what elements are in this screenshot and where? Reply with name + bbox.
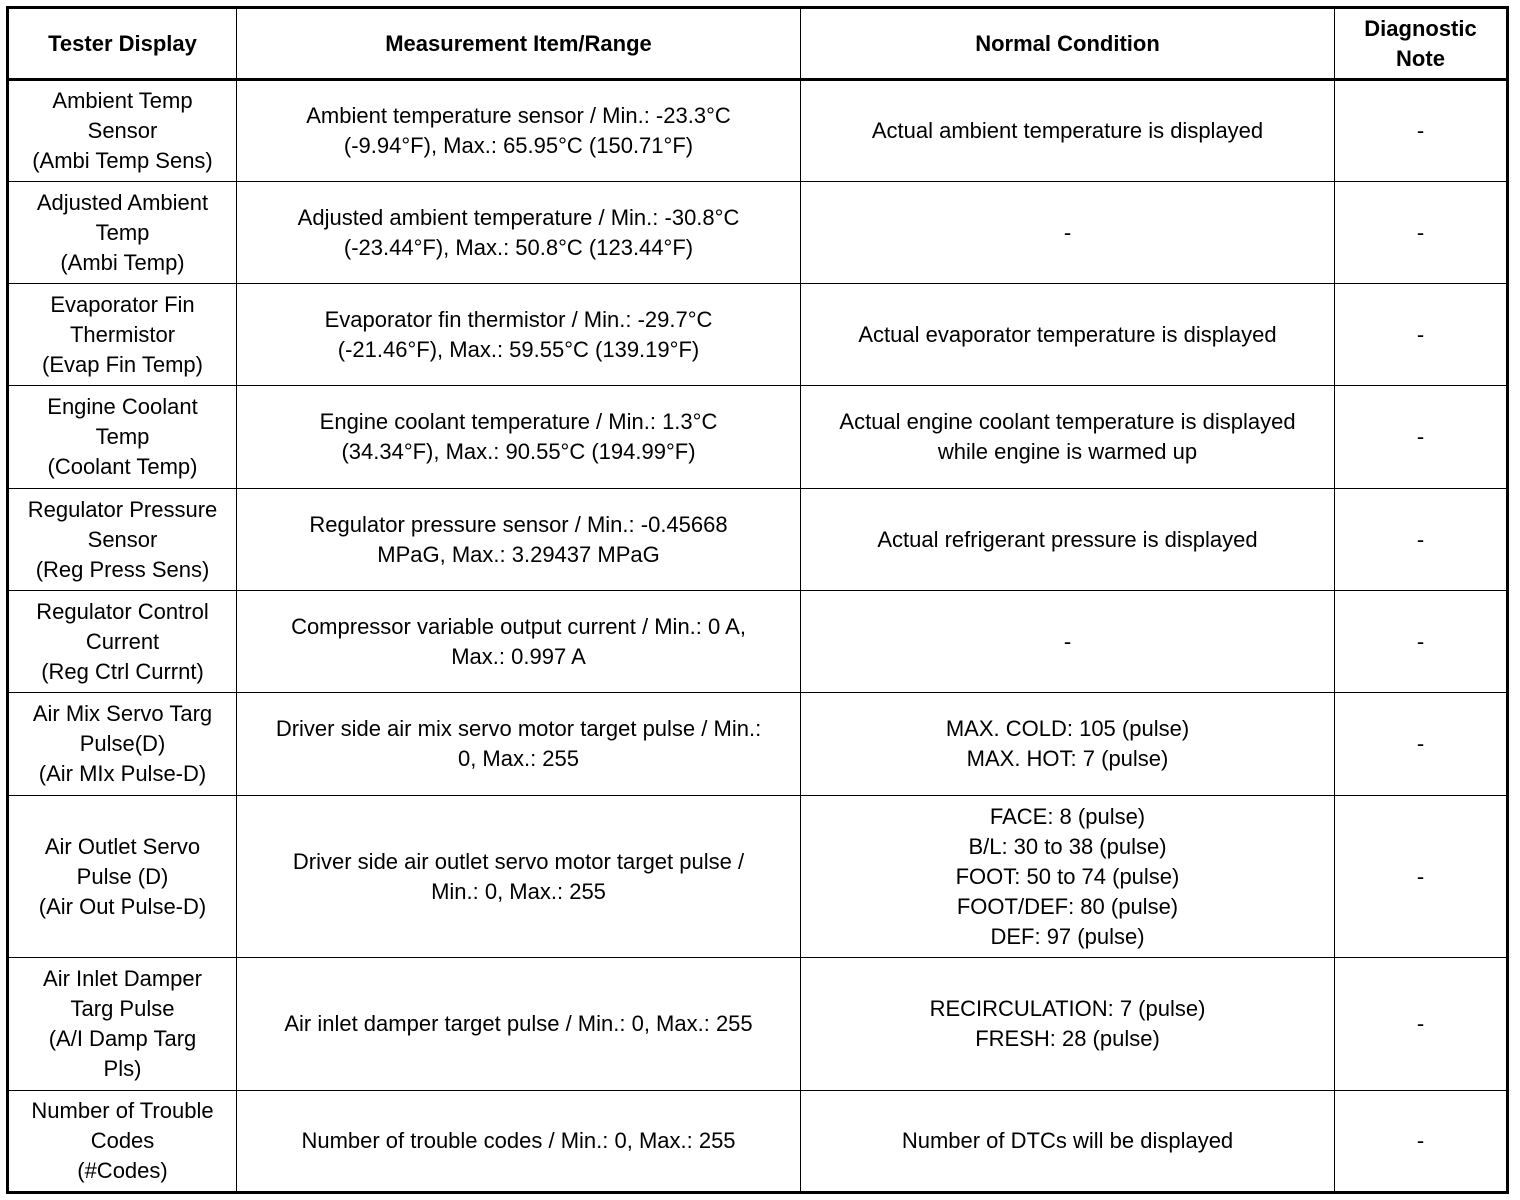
- cell-tester-display-line: Thermistor: [69, 321, 176, 347]
- cell-diagnostic-note: -: [1335, 796, 1508, 958]
- cell-tester-display: [8, 80, 237, 182]
- cell-measurement-line: Engine coolant temperature / Min.: 1.3°C: [319, 409, 718, 434]
- header-row: [8, 8, 1508, 80]
- table-row: [8, 796, 1508, 958]
- cell-tester-display-line: Temp: [95, 424, 150, 449]
- cell-tester-display-line: Ambient Temp: [52, 88, 193, 113]
- cell-measurement-line: Evaporator fin thermistor / Min.: -29.7°C: [324, 306, 713, 332]
- table-row: [8, 489, 1508, 591]
- cell-diagnostic-note: -: [1335, 489, 1508, 591]
- cell-measurement-line: Compressor variable output current / Min.: 0 A,: [291, 613, 746, 639]
- cell-tester-display: [8, 182, 237, 284]
- cell-measurement-line: (-9.94°F), Max.: 65.95°C (150.71°F): [343, 133, 694, 158]
- cell-measurement-line: MPaG, Max.: 3.29437 MPaG: [377, 541, 660, 567]
- header-normal-condition: Normal Condition: [801, 8, 1335, 80]
- cell-diagnostic-note: -: [1335, 1091, 1508, 1193]
- cell-tester-display-line: Air Outlet Servo: [44, 833, 201, 859]
- table-row: [8, 591, 1508, 693]
- table-header: [8, 8, 1508, 80]
- cell-diagnostic-note: -: [1335, 182, 1508, 284]
- cell-measurement: [237, 182, 801, 284]
- cell-normal-condition-line: Actual evaporator temperature is displayed: [858, 321, 1277, 347]
- cell-measurement: [237, 284, 801, 386]
- cell-tester-display-line: (#Codes): [77, 1158, 168, 1183]
- cell-tester-display: [8, 386, 237, 489]
- cell-normal-condition: [801, 591, 1335, 693]
- cell-tester-display-line: (Air Out Pulse-D): [38, 893, 207, 919]
- cell-diagnostic-note: -: [1335, 386, 1508, 489]
- cell-tester-display-line: (Ambi Temp Sens): [32, 148, 213, 173]
- cell-tester-display-line: Sensor: [87, 118, 158, 143]
- cell-tester-display-line: Number of Trouble: [31, 1098, 214, 1123]
- cell-normal-condition-line: Actual engine coolant temperature is displayed: [839, 409, 1296, 434]
- cell-tester-display-line: Pulse(D): [79, 731, 166, 756]
- cell-normal-condition-line: FRESH: 28 (pulse): [975, 1026, 1160, 1051]
- cell-tester-display-line: (Ambi Temp): [60, 249, 185, 275]
- header-measurement: Measurement Item/Range: [237, 8, 801, 80]
- cell-measurement: [237, 958, 801, 1091]
- cell-measurement-line: Regulator pressure sensor / Min.: -0.45668: [309, 511, 728, 537]
- table-row: [8, 284, 1508, 386]
- cell-tester-display-line: (Coolant Temp): [47, 454, 198, 479]
- cell-tester-display-line: Codes: [90, 1128, 155, 1153]
- cell-diagnostic-note: -: [1335, 958, 1508, 1091]
- cell-measurement-line: Number of trouble codes / Min.: 0, Max.: 255: [301, 1128, 736, 1153]
- cell-normal-condition: [801, 1091, 1335, 1193]
- cell-measurement-line: Min.: 0, Max.: 255: [431, 878, 606, 904]
- cell-normal-condition-line: -: [1063, 219, 1072, 245]
- header-diagnostic-note-line: Note: [1396, 45, 1445, 71]
- cell-measurement-line: Max.: 0.997 A: [451, 643, 586, 669]
- cell-normal-condition-line: FOOT/DEF: 80 (pulse): [956, 893, 1179, 919]
- cell-normal-condition-line: B/L: 30 to 38 (pulse): [968, 833, 1167, 859]
- header-tester-display: Tester Display: [8, 8, 237, 80]
- cell-normal-condition: [801, 958, 1335, 1091]
- cell-measurement: [237, 591, 801, 693]
- cell-tester-display-line: Pulse (D): [76, 863, 169, 889]
- table-row: [8, 386, 1508, 489]
- cell-measurement-line: Ambient temperature sensor / Min.: -23.3°C: [306, 103, 731, 128]
- cell-normal-condition: [801, 796, 1335, 958]
- cell-tester-display-line: Sensor: [87, 526, 158, 552]
- header-diagnostic-note-line: Diagnostic: [1364, 15, 1477, 41]
- cell-tester-display-line: Air Mix Servo Targ: [32, 701, 213, 726]
- cell-normal-condition: [801, 182, 1335, 284]
- cell-diagnostic-note: -: [1335, 284, 1508, 386]
- cell-diagnostic-note: -: [1335, 693, 1508, 796]
- cell-normal-condition: [801, 489, 1335, 591]
- cell-measurement-line: (-23.44°F), Max.: 50.8°C (123.44°F): [343, 234, 694, 260]
- cell-tester-display-line: (Reg Ctrl Currnt): [41, 658, 204, 684]
- cell-tester-display: [8, 796, 237, 958]
- cell-tester-display-line: (A/I Damp Targ: [48, 1026, 197, 1051]
- cell-tester-display: [8, 489, 237, 591]
- cell-tester-display-line: Adjusted Ambient: [36, 189, 209, 215]
- cell-normal-condition: [801, 693, 1335, 796]
- cell-tester-display-line: Air Inlet Damper: [43, 966, 202, 991]
- cell-tester-display: [8, 591, 237, 693]
- cell-measurement-line: (34.34°F), Max.: 90.55°C (194.99°F): [341, 439, 696, 464]
- cell-normal-condition-line: MAX. COLD: 105 (pulse): [945, 716, 1190, 741]
- cell-tester-display-line: Engine Coolant: [47, 394, 198, 419]
- cell-measurement: [237, 80, 801, 182]
- cell-measurement-line: (-21.46°F), Max.: 59.55°C (139.19°F): [337, 336, 700, 362]
- cell-measurement: [237, 796, 801, 958]
- cell-measurement: [237, 1091, 801, 1193]
- cell-normal-condition: [801, 80, 1335, 182]
- cell-measurement: [237, 693, 801, 796]
- cell-normal-condition-line: Number of DTCs will be displayed: [901, 1128, 1234, 1153]
- cell-tester-display: [8, 958, 237, 1091]
- cell-tester-display: [8, 284, 237, 386]
- cell-measurement-line: Adjusted ambient temperature / Min.: -30.8°C: [297, 204, 740, 230]
- cell-tester-display-line: Temp: [95, 219, 150, 245]
- cell-measurement-line: Driver side air mix servo motor target pulse / Min.:: [275, 716, 762, 741]
- cell-measurement: [237, 489, 801, 591]
- cell-measurement-line: Driver side air outlet servo motor target pulse /: [292, 848, 745, 874]
- cell-normal-condition-line: Actual refrigerant pressure is displayed: [877, 526, 1258, 552]
- table-row: [8, 693, 1508, 796]
- cell-tester-display: [8, 693, 237, 796]
- cell-tester-display-line: Current: [85, 628, 160, 654]
- table-row: [8, 80, 1508, 182]
- cell-tester-display-line: Evaporator Fin: [50, 291, 195, 317]
- cell-normal-condition-line: RECIRCULATION: 7 (pulse): [929, 996, 1206, 1021]
- cell-tester-display-line: Targ Pulse: [70, 996, 175, 1021]
- cell-tester-display: [8, 1091, 237, 1193]
- cell-tester-display-line: (Air MIx Pulse-D): [38, 761, 207, 786]
- cell-tester-display-line: (Evap Fin Temp): [42, 351, 203, 377]
- cell-normal-condition: [801, 284, 1335, 386]
- cell-diagnostic-note: -: [1335, 591, 1508, 693]
- data-list-table: [6, 6, 1509, 1194]
- cell-tester-display-line: Pls): [103, 1056, 142, 1081]
- cell-measurement: [237, 386, 801, 489]
- cell-normal-condition-line: Actual ambient temperature is displayed: [871, 118, 1264, 143]
- cell-normal-condition-line: DEF: 97 (pulse): [990, 923, 1145, 949]
- cell-normal-condition-line: -: [1063, 628, 1072, 654]
- cell-measurement-line: 0, Max.: 255: [457, 746, 580, 771]
- cell-diagnostic-note: -: [1335, 80, 1508, 182]
- table-body: [8, 80, 1508, 1193]
- cell-tester-display-line: Regulator Pressure: [27, 496, 218, 522]
- cell-measurement-line: Air inlet damper target pulse / Min.: 0, Max.: 255: [284, 1011, 753, 1036]
- cell-normal-condition-line: FOOT: 50 to 74 (pulse): [955, 863, 1180, 889]
- table-row: [8, 958, 1508, 1091]
- header-diagnostic-note: [1335, 8, 1508, 80]
- cell-normal-condition-line: while engine is warmed up: [937, 439, 1198, 464]
- cell-tester-display-line: (Reg Press Sens): [35, 556, 210, 582]
- table-row: [8, 1091, 1508, 1193]
- cell-normal-condition-line: MAX. HOT: 7 (pulse): [966, 746, 1169, 771]
- table-row: [8, 182, 1508, 284]
- cell-tester-display-line: Regulator Control: [36, 598, 209, 624]
- cell-normal-condition: [801, 386, 1335, 489]
- cell-normal-condition-line: FACE: 8 (pulse): [989, 803, 1146, 829]
